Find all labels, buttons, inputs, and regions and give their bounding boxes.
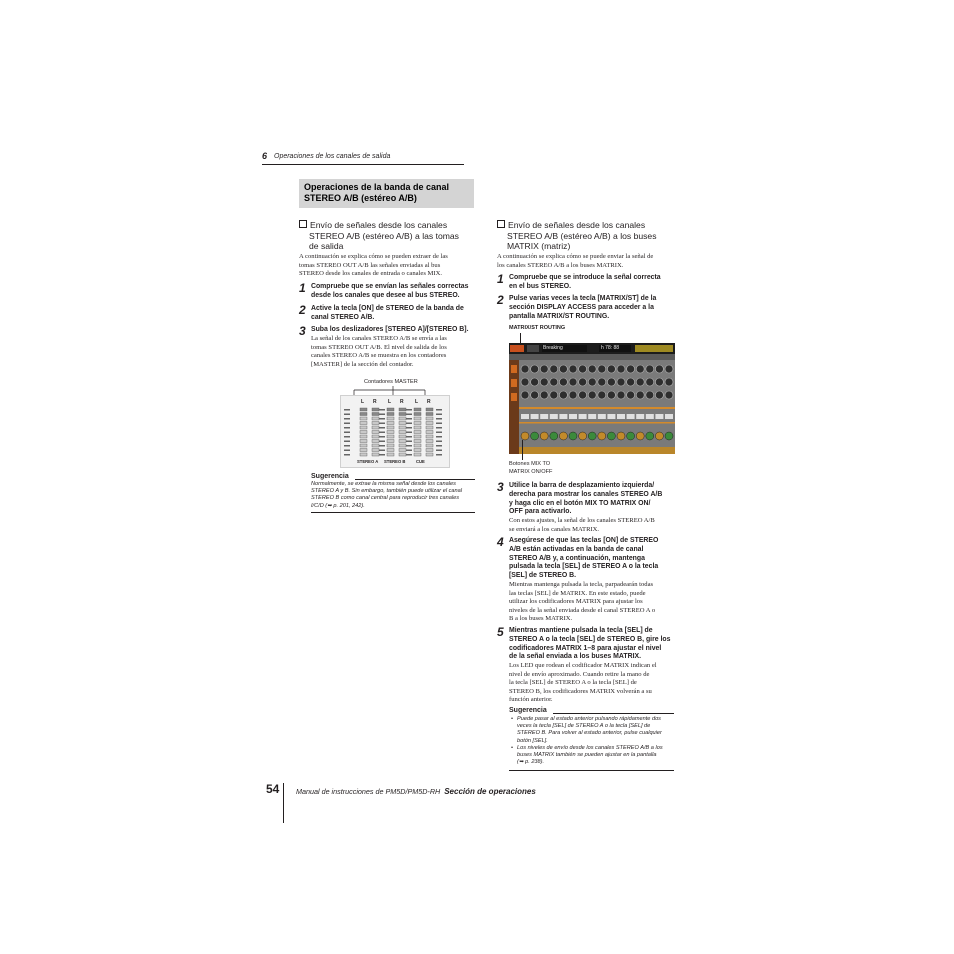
- encoder-knob: [627, 378, 635, 386]
- meter-scale-tick: [406, 418, 412, 420]
- meter-segment: [414, 417, 421, 420]
- encoder-knob: [531, 365, 539, 373]
- meter-segment: [360, 426, 367, 429]
- encoder-knob: [588, 378, 596, 386]
- step-number: 4: [497, 535, 504, 549]
- encoder-knob: [607, 365, 615, 373]
- step-number: 3: [497, 480, 504, 494]
- step4-body: Mientras mantenga pulsada la tecla, parpadearán todas las teclas [SEL] de MATRIX. En este estado, puede utilizar los codificadores MATRIX para ajustar los niveles de la señal enviada desde el canal STEREO A o B a los buses MATRIX.: [509, 581, 656, 623]
- callout-line: [522, 440, 523, 460]
- meter-segment: [387, 435, 394, 438]
- meter-scale-tick: [436, 409, 442, 411]
- mix-to-matrix-button: [559, 414, 567, 419]
- meter-segment: [426, 453, 433, 456]
- meter-segment: [360, 408, 367, 411]
- mix-to-matrix-button: [569, 414, 577, 419]
- tip-list: [509, 716, 679, 766]
- meter-segment: [414, 453, 421, 456]
- encoder-knob: [646, 391, 654, 399]
- meter-segment: [387, 426, 394, 429]
- step-text: Mientras mantiene pulsada la tecla [SEL] de STEREO A o la tecla [SEL] de STEREO B, gire los codificadores MATRIX 1–8 para ajustar el nivel de la señal enviada a los buses MATRIX.: [509, 627, 671, 661]
- mix-to-matrix-button: [617, 414, 625, 419]
- tip-bottom-rule: [509, 770, 674, 771]
- meter-scale-tick: [379, 414, 385, 416]
- meter-segment: [399, 426, 406, 429]
- meter-segment: [426, 431, 433, 434]
- mix-to-matrix-button: [531, 414, 539, 419]
- matrix-send-knob: [655, 432, 663, 440]
- encoder-knob: [540, 391, 548, 399]
- meter-group-label: CUE: [416, 459, 425, 464]
- step-number: 1: [497, 272, 504, 286]
- meter-scale-tick: [436, 441, 442, 443]
- meter-segment: [372, 449, 379, 452]
- meter-scale-tick: [344, 432, 350, 434]
- meter-scale-tick: [379, 423, 385, 425]
- encoder-knob: [569, 378, 577, 386]
- meter-scale-tick: [344, 414, 350, 416]
- mix-to-matrix-button: [540, 414, 548, 419]
- meter-segment: [414, 413, 421, 416]
- step3-body: Con estos ajustes, la señal de los canales STEREO A/B se enviará a los canales MATRIX.: [509, 517, 655, 533]
- meter-scale-tick: [436, 423, 442, 425]
- meter-segment: [360, 440, 367, 443]
- matrix-send-knob: [559, 432, 567, 440]
- meter-scale-tick: [406, 423, 412, 425]
- figure-caption: Contadores MASTER: [364, 379, 418, 385]
- matrix-send-knob: [521, 432, 529, 440]
- meter-group-label: STEREO B: [384, 459, 406, 464]
- meter-group-label: STEREO A: [357, 459, 379, 464]
- master-meters: [340, 395, 450, 468]
- meter-segment: [414, 449, 421, 452]
- matrix-send-knob: [617, 432, 625, 440]
- encoder-knob: [655, 365, 663, 373]
- meter-segment: [426, 408, 433, 411]
- meter-scale-tick: [344, 423, 350, 425]
- meter-segment: [372, 440, 379, 443]
- matrix-send-knob: [627, 432, 635, 440]
- encoder-knob: [579, 365, 587, 373]
- matrix-send-knob: [588, 432, 596, 440]
- mix-to-matrix-button: [646, 414, 654, 419]
- mix-to-matrix-button: [588, 414, 596, 419]
- chapter-title: Operaciones de los canales de salida: [274, 153, 391, 160]
- meter-scale-tick: [344, 441, 350, 443]
- meter-scale-tick: [436, 450, 442, 452]
- matrix-send-knob: [598, 432, 606, 440]
- meter-segment: [399, 453, 406, 456]
- meter-scale-tick: [379, 454, 385, 456]
- footer-text: [296, 787, 536, 796]
- mix-to-matrix-button: [550, 414, 558, 419]
- meter-scale-tick: [379, 432, 385, 434]
- meter-scale-tick: [379, 418, 385, 420]
- screen-time: h 78: 88: [601, 345, 620, 351]
- meter-scale-tick: [436, 454, 442, 456]
- callout-label: Botones MIX TO MATRIX ON/OFF: [509, 461, 553, 475]
- encoder-knob: [531, 378, 539, 386]
- mix-to-matrix-button: [579, 414, 587, 419]
- matrix-routing-screen: [509, 343, 675, 454]
- section-title: Operaciones de la banda de canal STEREO A/B (estéreo A/B): [304, 182, 450, 203]
- meter-segment: [360, 417, 367, 420]
- meter-segment: [426, 426, 433, 429]
- meter-segment: [360, 444, 367, 447]
- meter-scale-tick: [379, 445, 385, 447]
- encoder-knob: [540, 378, 548, 386]
- meter-segment: [372, 431, 379, 434]
- matrix-send-knob: [569, 432, 577, 440]
- encoder-knob: [617, 391, 625, 399]
- matrix-send-knob: [607, 432, 615, 440]
- step-number: 3: [299, 324, 306, 338]
- meter-scale-tick: [436, 427, 442, 429]
- meter-scale-tick: [344, 450, 350, 452]
- matrix-send-knob: [550, 432, 558, 440]
- meter-scale-tick: [406, 436, 412, 438]
- meter-segment: [414, 435, 421, 438]
- encoder-knob: [559, 365, 567, 373]
- meter-l-label: L: [388, 399, 392, 405]
- matrix-send-knob: [540, 432, 548, 440]
- meter-segment: [414, 440, 421, 443]
- meter-segment: [387, 422, 394, 425]
- meter-scale-tick: [344, 427, 350, 429]
- encoder-knob: [646, 378, 654, 386]
- step-text: Suba los deslizadores [STEREO A]/[STEREO B].: [311, 326, 469, 333]
- meter-segment: [360, 449, 367, 452]
- encoder-knob: [627, 365, 635, 373]
- meter-scale-tick: [379, 450, 385, 452]
- meter-segment: [414, 408, 421, 411]
- meter-segment: [387, 440, 394, 443]
- meter-scale-tick: [379, 441, 385, 443]
- encoder-knob: [636, 378, 644, 386]
- meter-segment: [399, 444, 406, 447]
- mix-to-matrix-button: [627, 414, 635, 419]
- meter-l-label: L: [415, 399, 419, 405]
- meter-scale-tick: [406, 445, 412, 447]
- matrix-send-knob: [665, 432, 673, 440]
- meter-segment: [360, 431, 367, 434]
- screen-title: Breaking: [543, 345, 563, 351]
- step5-body: Los LED que rodean el codificador MATRIX indican el nivel de envío aproximado. Cuando retire la mano de la tecla [SEL] de STEREO A o la tecla [SEL] de STEREO B, los codificadores MATRIX volverán a su función anterior.: [509, 662, 657, 704]
- encoder-knob: [655, 378, 663, 386]
- meter-r-label: R: [373, 399, 377, 405]
- tip-item: • Puede pasar al estado anterior pulsando rápidamente dos veces la tecla [SEL] de STEREO A o la tecla [SEL] de STEREO B. Para volver al estado anterior, pulse cualquier botón [SEL].: [511, 716, 662, 744]
- meter-l-label: L: [361, 399, 365, 405]
- encoder-knob: [617, 378, 625, 386]
- step-text: Compruebe que se introduce la señal correcta en el bus STEREO.: [509, 274, 661, 290]
- meter-segment: [372, 422, 379, 425]
- section-title-box: [299, 179, 474, 208]
- meter-scale-tick: [344, 445, 350, 447]
- meter-segment: [399, 413, 406, 416]
- tip-item: • Los niveles de envío desde los canales STEREO A/B a los buses MATRIX también se pueden ajustar en la pantalla (➥ p. 238).: [511, 744, 663, 766]
- meter-segment: [426, 435, 433, 438]
- meter-scale-tick: [344, 454, 350, 456]
- meter-segment: [399, 449, 406, 452]
- step-text: Active la tecla [ON] de STEREO de la banda de canal STEREO A/B.: [311, 305, 464, 321]
- meter-segment: [414, 431, 421, 434]
- encoder-knob: [540, 365, 548, 373]
- matrix-send-knob: [636, 432, 644, 440]
- step-number: 2: [497, 293, 504, 307]
- right-intro: A continuación se explica cómo se puede enviar la señal de los canales STEREO A/B a los buses MATRIX.: [497, 253, 654, 269]
- encoder-knob: [521, 378, 529, 386]
- footer-section: Sección de operaciones: [444, 787, 536, 796]
- meter-segment: [399, 431, 406, 434]
- encoder-knob: [521, 365, 529, 373]
- chapter-number: 6: [262, 151, 268, 161]
- mix-to-matrix-button: [636, 414, 644, 419]
- meter-segment: [360, 453, 367, 456]
- encoder-knob: [550, 378, 558, 386]
- encoder-knob: [569, 365, 577, 373]
- meter-segment: [387, 444, 394, 447]
- meter-segment: [399, 417, 406, 420]
- header-rule: [262, 164, 464, 165]
- encoder-knob: [588, 365, 596, 373]
- meter-scale-tick: [436, 445, 442, 447]
- meter-segment: [426, 449, 433, 452]
- encoder-knob: [579, 391, 587, 399]
- encoder-knob: [559, 391, 567, 399]
- meter-scale-tick: [379, 409, 385, 411]
- mix-to-matrix-button: [655, 414, 663, 419]
- meter-scale-tick: [436, 436, 442, 438]
- encoder-knob: [617, 365, 625, 373]
- meter-segment: [399, 408, 406, 411]
- meter-segment: [414, 422, 421, 425]
- meter-scale-tick: [379, 436, 385, 438]
- tip-rule: [553, 713, 674, 714]
- encoder-knob: [569, 391, 577, 399]
- encoder-knob: [559, 378, 567, 386]
- tip-title: Sugerencia: [509, 707, 547, 714]
- mix-to-matrix-button: [665, 414, 673, 419]
- mix-to-matrix-button: [607, 414, 615, 419]
- meter-segment: [360, 413, 367, 416]
- meter-scale-tick: [406, 414, 412, 416]
- encoder-knob: [627, 391, 635, 399]
- encoder-knob: [665, 365, 673, 373]
- meter-scale-tick: [436, 432, 442, 434]
- step-text: Pulse varias veces la tecla [MATRIX/ST] de la sección DISPLAY ACCESS para acceder a la pantalla MATRIX/ST ROUTING.: [509, 295, 657, 320]
- meter-scale-tick: [406, 432, 412, 434]
- meter-segment: [426, 444, 433, 447]
- meter-segment: [372, 413, 379, 416]
- encoder-knob: [588, 391, 596, 399]
- encoder-knob: [655, 391, 663, 399]
- meter-segment: [426, 417, 433, 420]
- footer-rule: [283, 783, 284, 823]
- meter-segment: [399, 435, 406, 438]
- matrix-send-knob: [579, 432, 587, 440]
- step-text: Compruebe que se envían las señales correctas desde los canales que desee al bus STEREO.: [311, 283, 469, 299]
- step3-body: La señal de los canales STEREO A/B se envía a las tomas STEREO OUT A/B. El nivel de salida de los canales STEREO A/B se muestra en los contadores [MASTER] de la sección del contador.: [311, 335, 447, 368]
- meter-scale-tick: [406, 454, 412, 456]
- mix-to-matrix-button: [598, 414, 606, 419]
- meter-segment: [399, 422, 406, 425]
- encoder-knob: [636, 391, 644, 399]
- left-intro: A continuación se explica cómo se pueden extraer de las tomas STEREO OUT A/B las señales enviadas al bus STEREO desde los canales de entrada o canales MIX.: [299, 253, 448, 278]
- encoder-knob: [579, 378, 587, 386]
- mix-to-matrix-button: [521, 414, 529, 419]
- meter-segment: [372, 444, 379, 447]
- meter-segment: [372, 417, 379, 420]
- meter-segment: [387, 413, 394, 416]
- meter-scale-tick: [436, 418, 442, 420]
- matrix-send-knob: [646, 432, 654, 440]
- meter-segment: [372, 426, 379, 429]
- meter-segment: [387, 431, 394, 434]
- tip-rule: [355, 479, 475, 480]
- meter-segment: [387, 449, 394, 452]
- meter-segment: [360, 422, 367, 425]
- screen-label: MATRIX/ST ROUTING: [509, 325, 566, 331]
- manual-title: Manual de instrucciones de PM5D/PM5D-RH: [296, 787, 441, 796]
- meter-segment: [372, 408, 379, 411]
- meter-scale-tick: [406, 441, 412, 443]
- meter-r-label: R: [400, 399, 404, 405]
- meter-segment: [372, 453, 379, 456]
- step-text: Utilice la barra de desplazamiento izquierda/ derecha para mostrar los canales STEREO A/B y haga clic en el botón MIX TO MATRIX ON/ OFF para activarlo.: [509, 482, 663, 516]
- step-number: 5: [497, 625, 504, 639]
- meter-segment: [387, 417, 394, 420]
- step-number: 1: [299, 281, 306, 295]
- meter-scale-tick: [344, 418, 350, 420]
- meter-scale-tick: [379, 427, 385, 429]
- meter-scale-tick: [406, 450, 412, 452]
- meter-segment: [414, 426, 421, 429]
- encoder-knob: [550, 365, 558, 373]
- meter-segment: [387, 453, 394, 456]
- meter-graphic: [341, 396, 449, 467]
- checkbox-icon: [497, 220, 505, 228]
- meter-scale-tick: [406, 427, 412, 429]
- tip-bottom-rule: [311, 512, 475, 513]
- meter-scale-tick: [406, 409, 412, 411]
- encoder-knob: [607, 378, 615, 386]
- checkbox-icon: [299, 220, 307, 228]
- meter-scale-tick: [344, 436, 350, 438]
- encoder-knob: [607, 391, 615, 399]
- tip-text: Normalmente, se extrae la misma señal desde los canales STEREO A y B. Sin embargo, también puede utilizar el canal STEREO B como canal central para reproducir tres canales I/C/D (➥ p. 201, 242).: [311, 481, 463, 509]
- meter-segment: [414, 444, 421, 447]
- tip-title: Sugerencia: [311, 473, 349, 480]
- encoder-knob: [636, 365, 644, 373]
- encoder-knob: [598, 365, 606, 373]
- meter-scale-tick: [344, 409, 350, 411]
- meter-r-label: R: [427, 399, 431, 405]
- encoder-knob: [665, 391, 673, 399]
- encoder-knob: [521, 391, 529, 399]
- meter-segment: [426, 440, 433, 443]
- encoder-knob: [598, 391, 606, 399]
- screen-graphic: [509, 343, 675, 454]
- meter-segment: [360, 435, 367, 438]
- encoder-knob: [646, 365, 654, 373]
- step-text: Asegúrese de que las teclas [ON] de STEREO A/B están activadas en la banda de canal STEREO A/B y, a continuación, mantenga pulsada la tecla [SEL] de STEREO A o la tecla [SEL] de STEREO B.: [509, 537, 659, 580]
- encoder-knob: [598, 378, 606, 386]
- page-number: 54: [266, 782, 280, 796]
- encoder-knob: [550, 391, 558, 399]
- matrix-send-knob: [531, 432, 539, 440]
- meter-segment: [426, 413, 433, 416]
- meter-segment: [399, 440, 406, 443]
- meter-segment: [426, 422, 433, 425]
- right-heading: Envío de señales desde los canales STEREO A/B (estéreo A/B) a los buses MATRIX (matriz): [497, 220, 679, 252]
- meter-segment: [372, 435, 379, 438]
- encoder-knob: [665, 378, 673, 386]
- meter-scale-tick: [436, 414, 442, 416]
- meter-segment: [387, 408, 394, 411]
- step-number: 2: [299, 303, 306, 317]
- encoder-knob: [531, 391, 539, 399]
- left-heading: Envío de señales desde los canales STEREO A/B (estéreo A/B) a las tomas de salida: [299, 220, 479, 252]
